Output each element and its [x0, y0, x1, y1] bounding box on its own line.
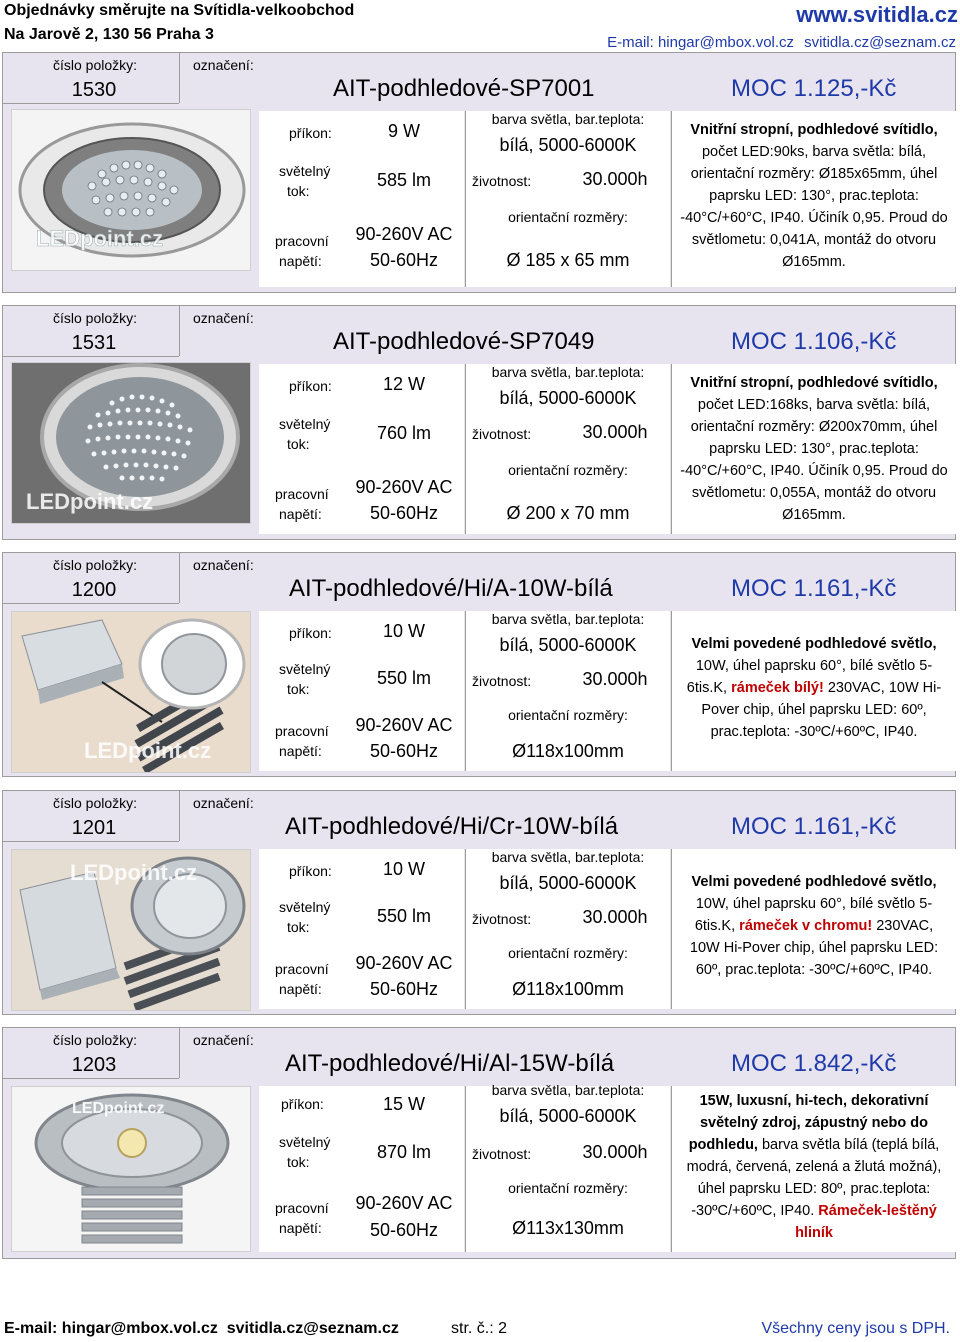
voltage-value: 90-260V AC [355, 715, 453, 735]
image-watermark: LEDpoint.cz [36, 226, 164, 251]
description-title: Velmi povedené podhledové světlo, [691, 874, 937, 890]
color-value: bílá, 5000-6000K [499, 635, 637, 655]
color-label: barva světla, bar.teplota: [491, 1082, 645, 1098]
voltage-value: 90-260V AC [355, 1193, 453, 1213]
voltage-label-2: napětí: [279, 743, 322, 759]
flux-value: 550 lm [376, 668, 432, 688]
product-description [671, 611, 956, 771]
image-watermark: LEDpoint.cz [72, 1100, 165, 1117]
color-value: bílá, 5000-6000K [499, 388, 637, 408]
voltage-value: 90-260V AC [355, 477, 453, 497]
voltage-value: 90-260V AC [355, 953, 453, 973]
frequency-value: 50-60Hz [369, 1220, 439, 1240]
item-number: 1203 [71, 1054, 117, 1076]
voltage-label-2: napětí: [279, 506, 322, 522]
item-number-label: číslo položky: [53, 795, 138, 811]
power-value: 15 W [382, 1094, 425, 1114]
dimensions-value: Ø118x100mm [512, 741, 624, 761]
product-name: AIT-podhledové/Hi/Al-15W-bílá [285, 1050, 615, 1077]
power-value: 12 W [382, 374, 425, 394]
color-label: barva světla, bar.teplota: [491, 111, 645, 127]
product-price: MOC 1.161,-Kč [731, 575, 897, 602]
designation-label: označení: [193, 557, 254, 573]
page-number: str. č.: 2 [451, 1320, 508, 1337]
power-value: 10 W [382, 859, 425, 879]
email-link-1[interactable]: E-mail: hingar@mbox.vol.cz [607, 34, 795, 51]
product-description [671, 364, 956, 534]
lifetime-label: životnost: [472, 426, 532, 442]
item-number: 1200 [71, 579, 117, 601]
image-watermark: LEDpoint.cz [70, 860, 198, 885]
footer-emails[interactable]: E-mail: hingar@mbox.vol.cz svitidla.cz@seznam.cz [4, 1320, 399, 1337]
product-image [11, 849, 251, 1011]
item-number: 1530 [71, 79, 117, 101]
color-value: bílá, 5000-6000K [499, 135, 637, 155]
description-highlight: Rámeček-leštěný hliník [795, 1203, 937, 1241]
voltage-label-2: napětí: [279, 1220, 322, 1236]
description-title: Velmi povedené podhledové světlo, [691, 636, 937, 652]
product-block [2, 1027, 956, 1259]
flux-label-1: světelný [279, 899, 331, 915]
dimensions-label: orientační rozměry: [508, 945, 628, 961]
flux-label-1: světelný [279, 163, 331, 179]
voltage-value: 90-260V AC [355, 224, 453, 244]
description-body: počet LED:168ks, barva světla: bílá, orientační rozměry: Ø200x70mm, úhel paprsku LED: 130°, prac.teplota: -40°C/+60°C, IP40. Účiník 0,95. Proud do světlometu: 0,055A, montáž do otvoru Ø165mm. [680, 397, 948, 523]
order-line: Objednávky směrujte na Svítidla-velkoobchod [4, 2, 355, 19]
email-link-2[interactable]: svitidla.cz@seznam.cz [804, 34, 956, 51]
dimensions-label: orientační rozměry: [508, 462, 628, 478]
product-block [2, 552, 956, 777]
product-name: AIT-podhledové-SP7049 [333, 328, 595, 355]
color-label: barva světla, bar.teplota: [491, 849, 645, 865]
frequency-value: 50-60Hz [369, 741, 439, 761]
product-name: AIT-podhledové-SP7001 [333, 75, 595, 102]
designation-label: označení: [193, 1032, 254, 1048]
spec-panel [259, 111, 464, 287]
voltage-label-1: pracovní [275, 961, 329, 977]
light-panel [465, 1082, 670, 1252]
dimensions-label: orientační rozměry: [508, 1180, 628, 1196]
flux-label-1: světelný [279, 416, 331, 432]
lifetime-value: 30.000h [582, 169, 648, 189]
light-panel [465, 611, 670, 771]
spec-panel [259, 1086, 464, 1252]
color-label: barva světla, bar.teplota: [491, 611, 645, 627]
designation-label: označení: [193, 795, 254, 811]
flux-value: 585 lm [376, 170, 432, 190]
lifetime-label: životnost: [472, 911, 532, 927]
flux-value: 550 lm [376, 906, 432, 926]
dimensions-value: Ø118x100mm [512, 979, 624, 999]
color-value: bílá, 5000-6000K [499, 1106, 637, 1126]
product-description [671, 111, 956, 287]
product-description [671, 1086, 956, 1252]
voltage-label-1: pracovní [275, 723, 329, 739]
voltage-label-1: pracovní [275, 233, 329, 249]
product-block [2, 305, 956, 540]
product-name: AIT-podhledové/Hi/Cr-10W-bílá [285, 813, 619, 840]
page-footer [4, 1320, 956, 1340]
power-label: příkon: [289, 378, 332, 394]
power-value: 9 W [387, 121, 420, 141]
flux-label-1: světelný [279, 1134, 331, 1150]
power-label: příkon: [289, 125, 332, 141]
description-body: počet LED:90ks, barva světla: bílá, orientační rozměry: Ø185x65mm, úhel paprsku LED: 130°, prac.teplota: -40°C/+60°C, IP40. Účiník 0,95. Proud do světlometu: 0,041A, montáž do otvoru Ø165mm. [680, 144, 948, 270]
product-price: MOC 1.842,-Kč [731, 1050, 897, 1077]
description-highlight: rámeček bílý! [731, 680, 824, 696]
lifetime-label: životnost: [472, 673, 532, 689]
voltage-label-1: pracovní [275, 1200, 329, 1216]
product-image [11, 362, 251, 524]
product-image [11, 611, 251, 773]
spec-panel [259, 611, 464, 771]
lifetime-label: životnost: [472, 173, 532, 189]
designation-label: označení: [193, 310, 254, 326]
product-price: MOC 1.161,-Kč [731, 813, 897, 840]
description-body-b: 230VAC, 10W Hi-Pover chip, úhel paprsku LED: 60º, prac.teplota: -30ºC/+60ºC, IP40. [701, 680, 942, 740]
address-line: Na Jarově 2, 130 56 Praha 3 [4, 26, 214, 43]
flux-label-1: světelný [279, 661, 331, 677]
image-watermark: LEDpoint.cz [84, 738, 212, 763]
item-number-label: číslo položky: [53, 557, 138, 573]
product-image [11, 1086, 251, 1252]
image-watermark: LEDpoint.cz [26, 489, 154, 514]
frequency-value: 50-60Hz [369, 979, 439, 999]
dimensions-value: Ø113x130mm [512, 1218, 624, 1238]
flux-label-2: tok: [287, 919, 310, 935]
voltage-label-2: napětí: [279, 253, 322, 269]
header-emails [597, 34, 956, 51]
lifetime-label: životnost: [472, 1146, 532, 1162]
item-number-label: číslo položky: [53, 310, 138, 326]
product-image [11, 109, 251, 271]
lifetime-value: 30.000h [582, 907, 648, 927]
item-number-label: číslo položky: [53, 57, 138, 73]
dimensions-label: orientační rozměry: [508, 707, 628, 723]
item-number: 1201 [71, 817, 117, 839]
flux-value: 760 lm [376, 423, 432, 443]
flux-label-2: tok: [287, 1154, 310, 1170]
item-number: 1531 [71, 332, 117, 354]
power-value: 10 W [382, 621, 425, 641]
designation-label: označení: [193, 57, 254, 73]
lifetime-value: 30.000h [582, 1142, 648, 1162]
voltage-label-2: napětí: [279, 981, 322, 997]
description-title: 15W, luxusní, hi-tech, dekorativní světelný zdroj, zápustný nebo do podhledu, [688, 1093, 929, 1153]
power-label: příkon: [281, 1096, 324, 1112]
product-description [671, 849, 956, 1009]
description-body-b: 230VAC, 10W Hi-Pover chip, úhel paprsku LED: 60º, prac.teplota: -30ºC/+60ºC, IP40. [689, 918, 939, 978]
frequency-value: 50-60Hz [369, 503, 439, 523]
spec-panel [259, 364, 464, 534]
dimensions-value: Ø 185 x 65 mm [506, 250, 630, 270]
light-panel [465, 364, 670, 534]
power-label: příkon: [289, 863, 332, 879]
flux-label-2: tok: [287, 183, 310, 199]
light-panel [465, 111, 670, 287]
description-title: Vnitřní stropní, podhledové svítidlo, [690, 375, 938, 391]
product-block [2, 790, 956, 1015]
lifetime-value: 30.000h [582, 422, 648, 442]
product-price: MOC 1.106,-Kč [731, 328, 897, 355]
description-body-a: 10W, úhel paprsku 60°, bílé světlo 5-6tis.K, [686, 658, 933, 696]
frequency-value: 50-60Hz [369, 250, 439, 270]
flux-value: 870 lm [376, 1142, 432, 1162]
product-price: MOC 1.125,-Kč [731, 75, 897, 102]
item-number-label: číslo položky: [53, 1032, 138, 1048]
voltage-label-1: pracovní [275, 486, 329, 502]
color-value: bílá, 5000-6000K [499, 873, 637, 893]
spec-panel [259, 849, 464, 1009]
description-body-a: barva světla bílá (teplá bílá, modrá, červená, zelená a žlutá možná), úhel paprsku LED: 80º, prac.teplota: -30ºC/+60ºC, IP40. [686, 1137, 942, 1219]
website-link[interactable]: www.svitidla.cz [796, 2, 958, 27]
lifetime-value: 30.000h [582, 669, 648, 689]
product-name: AIT-podhledové/Hi/A-10W-bílá [289, 575, 613, 602]
dimensions-value: Ø 200 x 70 mm [506, 503, 630, 523]
dimensions-label: orientační rozměry: [508, 209, 628, 225]
power-label: příkon: [289, 625, 332, 641]
description-title: Vnitřní stropní, podhledové svítidlo, [690, 122, 938, 138]
description-highlight: rámeček v chromu! [739, 918, 873, 934]
vat-note: Všechny ceny jsou s DPH. [761, 1320, 950, 1337]
description-body-a: 10W, úhel paprsku 60°, bílé světlo 5-6tis.K, [694, 896, 933, 934]
light-panel [465, 849, 670, 1009]
page-header [0, 0, 960, 50]
color-label: barva světla, bar.teplota: [491, 364, 645, 380]
flux-label-2: tok: [287, 436, 310, 452]
product-block [2, 52, 956, 293]
flux-label-2: tok: [287, 681, 310, 697]
